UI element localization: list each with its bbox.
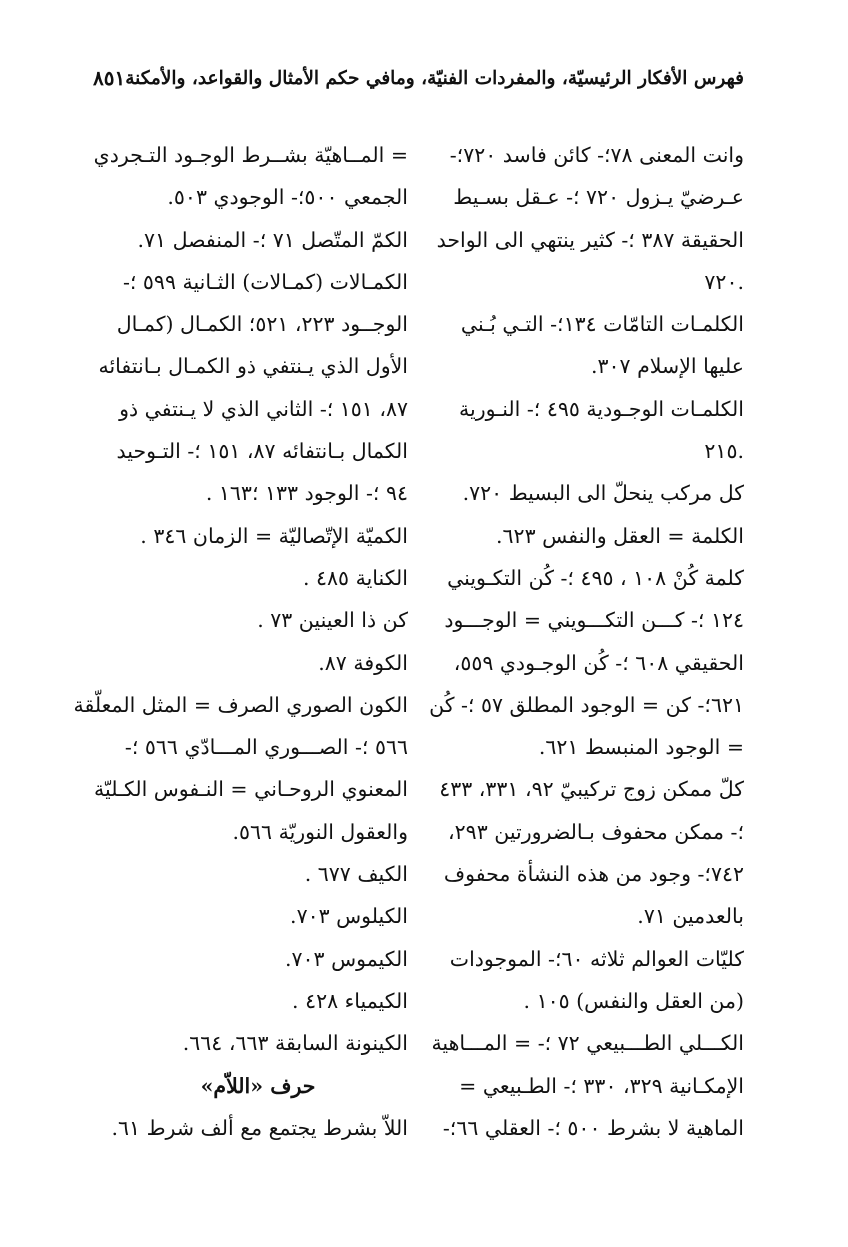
index-line: الإمكـانية ٣٢٩، ٣٣٠ ؛- الطـبيعي = xyxy=(459,1073,744,1098)
index-line: الكيموس ٧٠٣. xyxy=(284,946,408,971)
index-line: عـرضيّ يـزول ٧٢٠ ؛- عـقل بسـيط xyxy=(453,185,744,210)
index-line: كلّ ممكن زوج تركيبيّ ٩٢، ٣٣١، ٤٣٣ xyxy=(439,777,744,802)
index-line: الكمّ المتّصل ٧١ ؛- المنفصل ٧١. xyxy=(137,227,408,252)
index-line: الحقيقي ٦٠٨ ؛- كُن الوجـودي ٥٥٩، xyxy=(453,650,744,675)
index-line: .٢١٥ xyxy=(704,439,744,464)
index-line: الوجــود ٢٢٣، ٥٢١؛ الكمـال (كمـال xyxy=(116,312,408,337)
index-line: الكيف ٦٧٧ . xyxy=(304,862,408,887)
right-column xyxy=(429,134,744,1149)
index-line: كلمة كُنْ ١٠٨ ، ٤٩٥ ؛- كُن التكـويني xyxy=(447,565,744,590)
index-line: كن ذا العينين ٧٣ . xyxy=(257,608,408,633)
index-line: ٥٦٦ ؛- الصـــوري المـــادّي ٥٦٦ ؛- xyxy=(124,735,408,760)
index-line: الكوفة ٨٧. xyxy=(318,650,408,675)
index-line: الكميّة الإتّصاليّة = الزمان ٣٤٦ . xyxy=(140,523,408,548)
index-line: كليّات العوالم ثلاثه ٦٠؛- الموجودات xyxy=(449,946,744,971)
index-line: = الوجود المنبسط ٦٢١. xyxy=(538,735,744,760)
index-line: الكلمـات الوجـودية ٤٩٥ ؛- النـورية xyxy=(459,396,744,421)
index-line: = المــاهيّة بشــرط الوجـود التـجردي xyxy=(93,143,408,167)
index-line: ٩٤ ؛- الوجود ١٣٣ ؛١٦٣ . xyxy=(205,481,408,506)
index-line: والعقول النوريّة ٥٦٦. xyxy=(232,819,408,844)
index-line: (من العقل والنفس) ١٠٥ . xyxy=(523,988,744,1013)
index-line: اللاّ بشرط يجتمع مع ألف شرط ٦١. xyxy=(111,1115,408,1140)
index-line: الكـــلي الطـــبيعي ٧٢ ؛- = المـــاهية xyxy=(431,1031,744,1056)
left-column xyxy=(73,134,408,1149)
index-line: المعنوي الروحـاني = النـفوس الكـليّة xyxy=(94,777,408,802)
running-header xyxy=(92,58,744,98)
header-title: فهرس الأفكار الرئيسيّة، والمفردات الفنيّة، ومافي حكم الأمثال والقواعد، والأمكنة xyxy=(125,67,744,89)
index-line: الكلمـات التامّات ١٣٤؛- التـي بُـني xyxy=(460,312,744,337)
index-line: الكمـالات (كمـالات) الثـانية ٥٩٩ ؛- xyxy=(122,269,408,294)
index-line: عليها الإسلام ٣٠٧. xyxy=(591,354,744,379)
index-line: .٧٢٠ xyxy=(704,269,744,294)
index-line: الكينونة السابقة ٦٦٣، ٦٦٤. xyxy=(182,1031,408,1056)
index-line: الكيمياء ٤٢٨ . xyxy=(292,988,408,1013)
index-line: الأول الذي يـنتفي ذو الكمـال بـانتفائه xyxy=(98,354,408,379)
index-line: ٧٤٢؛- وجود من هذه النشأة محفوف xyxy=(443,862,744,887)
index-line: الحقيقة ٣٨٧ ؛- كثير ينتهي الى الواحد xyxy=(436,227,744,252)
section-heading: حرف «اللاّم» xyxy=(200,1073,316,1098)
index-line: بالعدمين ٧١. xyxy=(637,904,744,929)
index-line: الكون الصوري الصرف = المثل المعلّقة xyxy=(73,692,408,717)
index-line: كل مركب ينحلّ الى البسيط ٧٢٠. xyxy=(462,481,744,506)
index-line: الكيلوس ٧٠٣. xyxy=(290,904,408,929)
index-line: الجمعي ٥٠٠؛- الوجودي ٥٠٣. xyxy=(167,185,408,210)
index-line: ١٢٤ ؛- كـــن التكـــويني = الوجـــود xyxy=(444,608,744,633)
index-line: الكناية ٤٨٥ . xyxy=(302,565,408,590)
index-line: ؛- ممكن محفوف بـالضرورتين ٢٩٣، xyxy=(448,819,744,844)
index-line: الماهية لا بشرط ٥٠٠ ؛- العقلي ٦٦؛- xyxy=(442,1115,744,1140)
index-line: الكلمة = العقل والنفس ٦٢٣. xyxy=(496,523,744,548)
index-line: وانت المعنى ٧٨؛- كائن فاسد ٧٢٠؛- xyxy=(449,143,744,167)
index-line: ٨٧، ١٥١ ؛- الثاني الذي لا يـنتفي ذو xyxy=(119,396,408,421)
page-number: ٨٥١ xyxy=(92,66,126,90)
index-line: ٦٢١؛- كن = الوجود المطلق ٥٧ ؛- كُن xyxy=(429,692,744,717)
index-line: الكمال بـانتفائه ٨٧، ١٥١ ؛- التـوحيد xyxy=(116,439,408,464)
